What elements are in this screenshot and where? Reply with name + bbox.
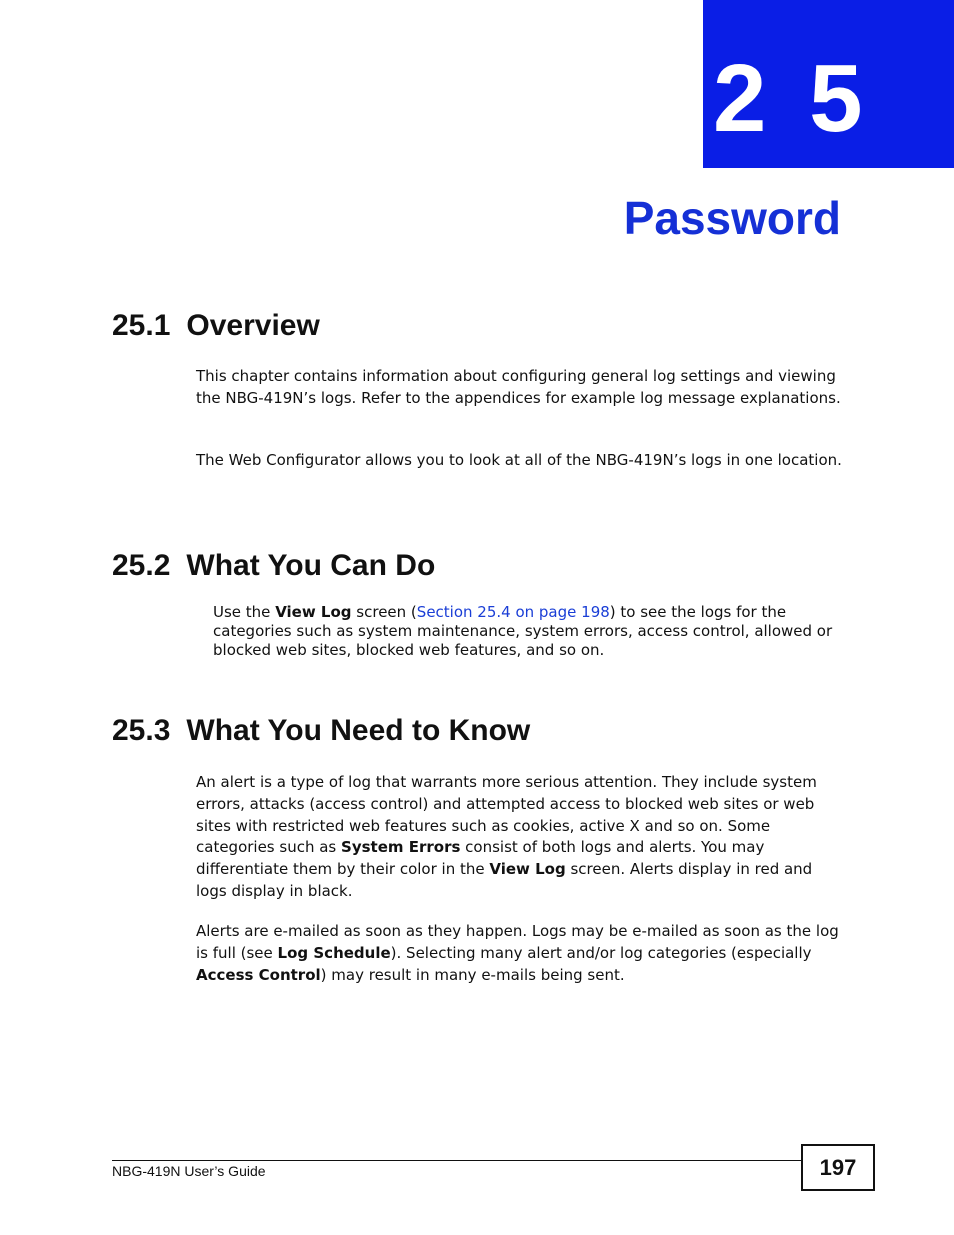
section-number: 25.3: [112, 714, 171, 747]
overview-paragraph-2: The Web Configurator allows you to look at all of the NBG-419N’s logs in one location.: [196, 451, 842, 469]
text-run: screen (: [351, 603, 417, 621]
section-title: What You Can Do: [186, 549, 436, 582]
section-title: Overview: [186, 309, 320, 342]
section-heading-overview: [112, 308, 320, 344]
section-link[interactable]: Section 25.4 on page 198: [416, 603, 610, 621]
text-run: Alerts are e-mailed as soon as they happen. Logs may be e-mailed as soon as the log is full (see: [196, 922, 839, 962]
section-title: What You Need to Know: [186, 714, 531, 747]
what-you-can-do-paragraph: [213, 603, 845, 660]
text-run: ) may result in many e-mails being sent.: [320, 965, 625, 984]
text-run: screen. Alerts display in red and logs display in black.: [196, 860, 813, 900]
footer-guide-title: NBG-419N User’s Guide: [112, 1163, 266, 1179]
chapter-number: 2 5: [713, 45, 871, 152]
footer-divider: [112, 1160, 802, 1161]
bold-term: Access Control: [196, 965, 321, 984]
text-run: ). Selecting many alert and/or log categories (especially: [390, 943, 812, 962]
need-to-know-paragraph-2: [196, 921, 844, 986]
section-number: 25.1: [112, 309, 171, 342]
overview-paragraph-1: This chapter contains information about configuring general log settings and viewing the NBG-419N’s logs. Refer to the appendices for example log message explanations.: [196, 367, 841, 407]
section-heading-what-you-need-to-know: [112, 713, 530, 749]
page-number: 197: [801, 1144, 875, 1191]
need-to-know-paragraph-1: [196, 772, 844, 903]
text-run: Use the: [213, 603, 276, 621]
chapter-title: Password: [623, 192, 841, 244]
bold-term: Log Schedule: [277, 943, 391, 962]
bold-term: System Errors: [341, 838, 461, 857]
section-heading-what-you-can-do: [112, 548, 435, 584]
bold-term: View Log: [489, 860, 566, 879]
text-run: ) to see the logs for the categories such as system maintenance, system errors, access control, allowed or blocked web sites, blocked web features, and so on.: [213, 603, 833, 659]
bold-term: View Log: [275, 603, 352, 621]
text-run: consist of both logs and alerts. You may differentiate them by their color in the: [196, 838, 765, 879]
section-number: 25.2: [112, 549, 171, 582]
text-run: An alert is a type of log that warrants more serious attention. They include system errors, attacks (access control) and attempted access to blocked web sites or web sites with restricted web features such as cookies, active X and so on. Some categories such as: [196, 773, 817, 857]
